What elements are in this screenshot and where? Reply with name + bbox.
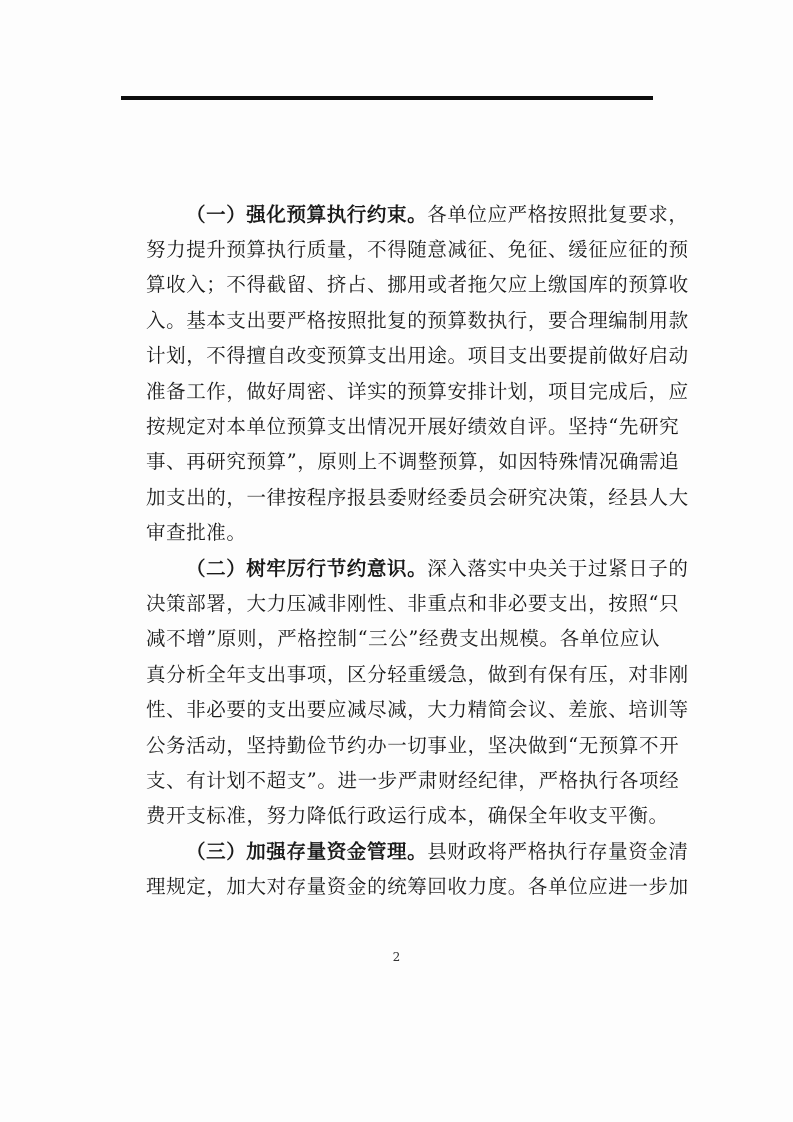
section-3-first-line-text: 县财政将严格执行存量资金清 (427, 840, 689, 863)
paragraph-line: 加支出的，一律按程序报县委财经委员会研究决策，经县人大 (146, 486, 689, 509)
paragraph-line: 真分析全年支出事项，区分轻重缓急，做到有保有压，对非刚 (146, 663, 689, 686)
section-1-first-line-text: 各单位应严格按照批复要求， (427, 203, 689, 226)
paragraph-line: 支、有计划不超支”。进一步严肃财经纪律，严格执行各项经 (146, 769, 680, 792)
section-2-first-line (186, 552, 689, 586)
section-1-first-line (186, 198, 689, 232)
paragraph-line: 性、非必要的支出要应减尽减，大力精简会议、差旅、培训等 (146, 698, 689, 721)
section-3-heading: （三）加强存量资金管理。 (186, 840, 428, 863)
paragraph-line: 费开支标准，努力降低行政运行成本，确保全年收支平衡。 (146, 804, 669, 827)
paragraph-line: 入。基本支出要严格按照批复的预算数执行，要合理编制用款 (146, 309, 689, 332)
section-2-heading: （二）树牢厉行节约意识。 (186, 557, 428, 580)
paragraph-line: 计划，不得擅自改变预算支出用途。项目支出要提前做好启动 (146, 344, 689, 367)
paragraph-line: 准备工作，做好周密、详实的预算安排计划，项目完成后，应 (146, 380, 689, 403)
paragraph-line: 努力提升预算执行质量，不得随意减征、免征、缓征应征的预 (146, 238, 689, 261)
paragraph-line: 事、再研究预算”，原则上不调整预算，如因特殊情况确需追 (146, 450, 680, 473)
paragraph-line: 决策部署，大力压减非刚性、非重点和非必要支出，按照“只 (146, 592, 680, 615)
paragraph-line: 减不增”原则，严格控制“三公”经费支出规模。各单位应认 (146, 627, 661, 650)
header-rule (121, 96, 653, 100)
section-1-heading: （一）强化预算执行约束。 (186, 203, 428, 226)
paragraph-line: 理规定，加大对存量资金的统筹回收力度。各单位应进一步加 (146, 875, 689, 898)
paragraph-line: 按规定对本单位预算支出情况开展好绩效自评。坚持“先研究 (146, 415, 680, 438)
paragraph-line: 审查批准。 (146, 521, 247, 544)
paragraph-line: 算收入；不得截留、挤占、挪用或者拖欠应上缴国库的预算收 (146, 273, 689, 296)
page-number: 2 (392, 950, 401, 964)
section-2-first-line-text: 深入落实中央关于过紧日子的 (427, 557, 689, 580)
section-3-first-line (186, 835, 689, 869)
paragraph-line: 公务活动，坚持勤俭节约办一切事业，坚决做到“无预算不开 (146, 734, 680, 757)
